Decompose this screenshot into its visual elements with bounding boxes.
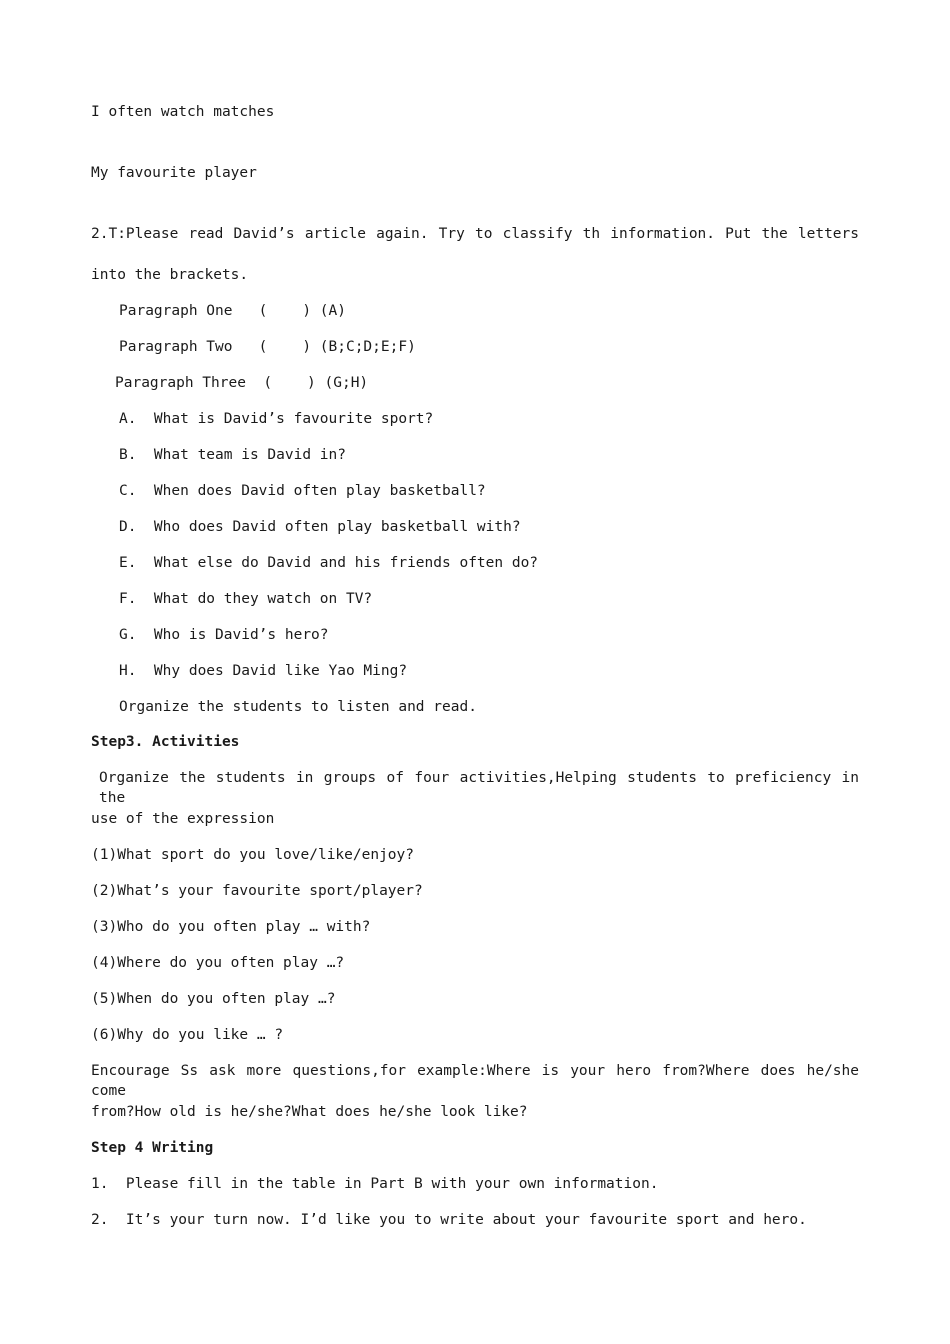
expression-2: (2)What’s your favourite sport/player? <box>91 883 423 899</box>
question-g: G. Who is David’s hero? <box>119 627 329 643</box>
question-e: E. What else do David and his friends often do? <box>119 555 539 571</box>
activity-description: Organize the students in groups of four activities,Helping students to preficiency in the <box>99 770 859 806</box>
question-f: F. What do they watch on TV? <box>119 591 373 607</box>
question-h: H. Why does David like Yao Ming? <box>119 663 408 679</box>
paragraph-two-row: Paragraph Two ( ) (B;C;D;E;F) <box>119 339 416 355</box>
writing-task-2: 2. It’s your turn now. I’d like you to write about your favourite sport and hero. <box>91 1212 807 1228</box>
question-c: C. When does David often play basketball? <box>119 483 486 499</box>
paragraph-one-row: Paragraph One ( ) (A) <box>119 303 346 319</box>
text-line: from?How old is he/she?What does he/she look like? <box>91 1104 528 1120</box>
text-line: I often watch matches <box>91 104 275 120</box>
expression-6: (6)Why do you like … ? <box>91 1027 284 1043</box>
expression-4: (4)Where do you often play …? <box>91 955 345 971</box>
question-d: D. Who does David often play basketball with? <box>119 519 521 535</box>
expression-1: (1)What sport do you love/like/enjoy? <box>91 847 415 863</box>
text-line: use of the expression <box>91 811 275 827</box>
text-line: into the brackets. <box>91 267 249 283</box>
question-a: A. What is David’s favourite sport? <box>119 411 434 427</box>
question-b: B. What team is David in? <box>119 447 346 463</box>
expression-5: (5)When do you often play …? <box>91 991 336 1007</box>
instruction-line: 2.T:Please read David’s article again. Try to classify th information. Put the letters <box>91 226 859 242</box>
text-line: My favourite player <box>91 165 257 181</box>
expression-3: (3)Who do you often play … with? <box>91 919 371 935</box>
paragraph-three-row: Paragraph Three ( ) (G;H) <box>115 375 369 391</box>
writing-task-1: 1. Please fill in the table in Part B with your own information. <box>91 1176 659 1192</box>
section-heading: Step3. Activities <box>91 734 240 750</box>
section-heading: Step 4 Writing <box>91 1140 214 1156</box>
encourage-line: Encourage Ss ask more questions,for example:Where is your hero from?Where does he/she come <box>91 1063 859 1099</box>
text-line: Organize the students to listen and read. <box>119 699 477 715</box>
